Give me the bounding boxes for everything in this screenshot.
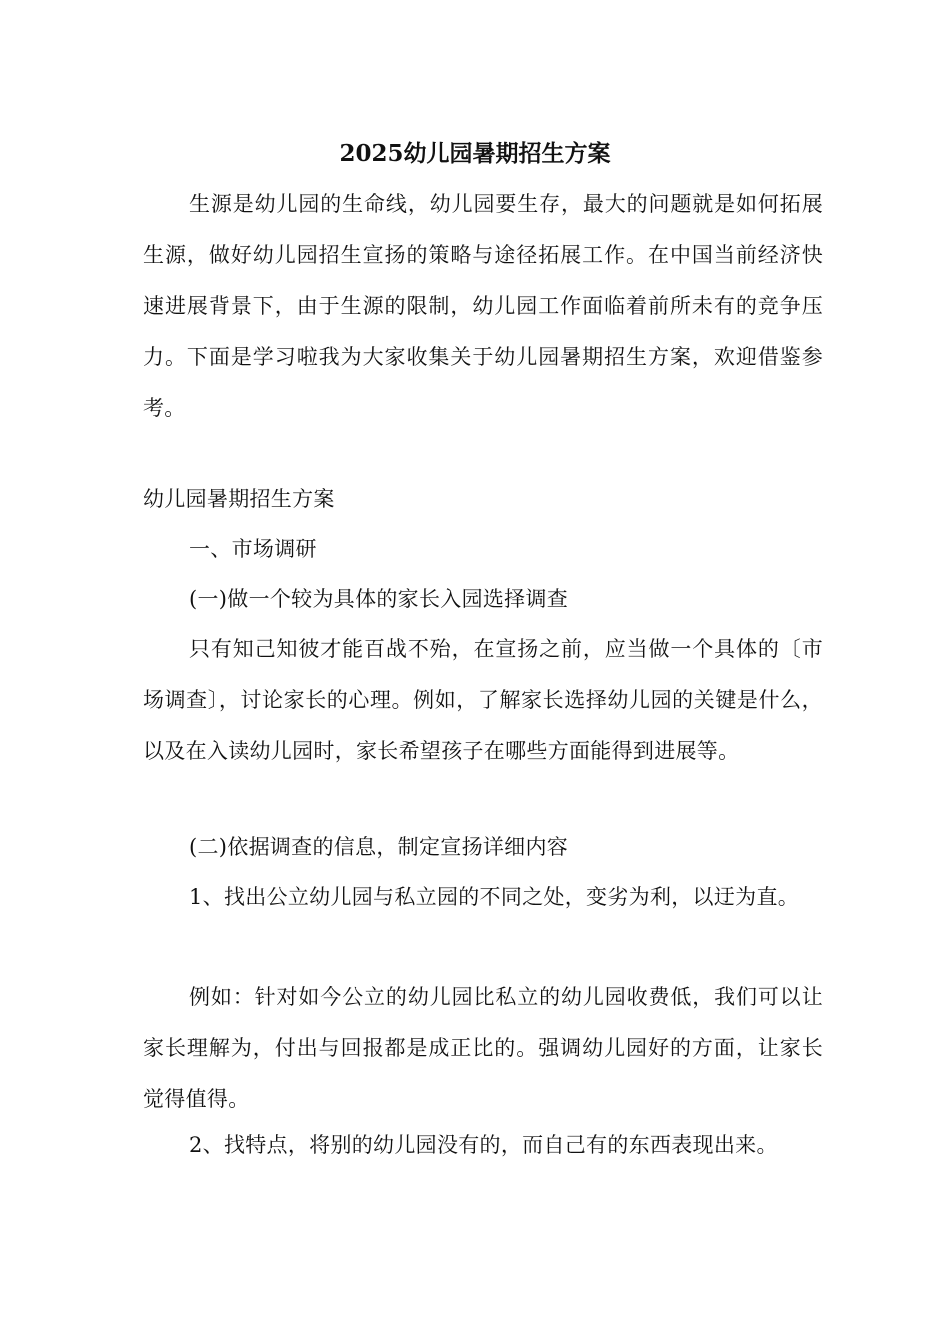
intro-paragraph: 生源是幼儿园的生命线，幼儿园要生存，最大的问题就是如何拓展生源，做好幼儿园招生宣扬的策略与途径拓展工作。在中国当前经济快速进展背景下，由于生源的限制，幼儿园工作面临着前所未有的竞争压力。下面是学习啦我为大家收集关于幼儿园暑期招生方案，欢迎借鉴参考。: [143, 192, 823, 420]
document-title: 2025幼儿园暑期招生方案: [339, 140, 611, 167]
subheading-parent-survey: (一)做一个较为具体的家长入园选择调查: [189, 587, 569, 611]
example-paragraph: 例如：针对如今公立的幼儿园比私立的幼儿园收费低，我们可以让家长理解为，付出与回报都是成正比的。强调幼儿园好的方面，让家长觉得值得。: [143, 985, 823, 1111]
section-title: 幼儿园暑期招生方案: [143, 487, 335, 511]
subheading-promotion-content: (二)依据调查的信息，制定宣扬详细内容: [189, 835, 569, 859]
survey-paragraph: 只有知己知彼才能百战不殆，在宣扬之前，应当做一个具体的〔市场调查〕，讨论家长的心理。例如，了解家长选择幼儿园的关键是什么，以及在入读幼儿园时，家长希望孩子在哪些方面能得到进展等。: [143, 637, 823, 763]
list-item-2: 2、找特点，将别的幼儿园没有的，而自己有的东西表现出来。: [189, 1133, 778, 1157]
heading-market-research: 一、市场调研: [189, 537, 317, 561]
list-item-1: 1、找出公立幼儿园与私立园的不同之处，变劣为利，以迂为直。: [189, 885, 800, 909]
